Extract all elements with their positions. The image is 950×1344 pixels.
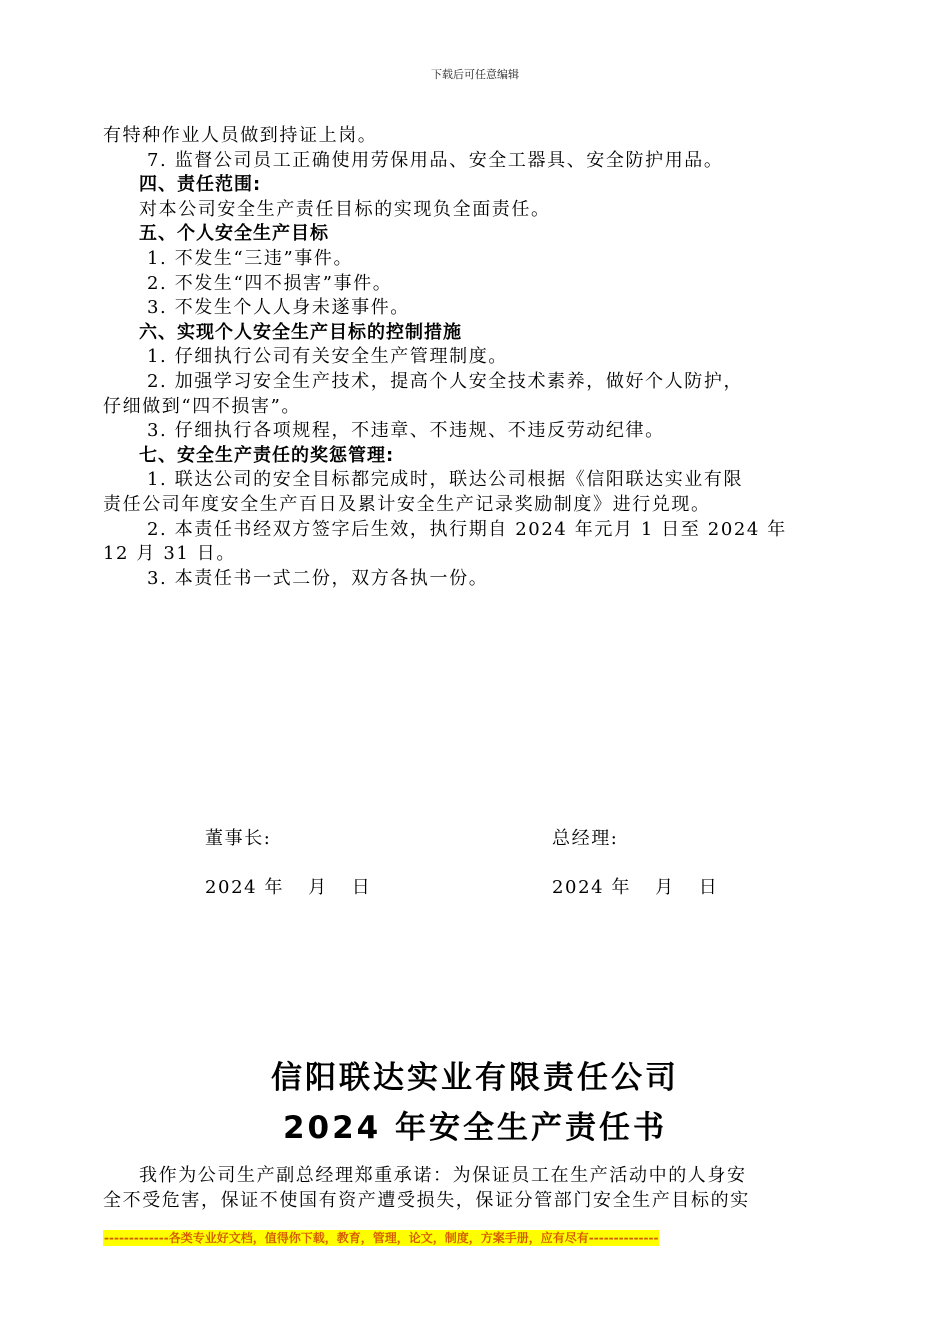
- pledge-paragraph: [103, 1164, 848, 1213]
- date-year: 2024 年: [552, 877, 632, 898]
- body-line: 1. 不发生“三违”事件。: [147, 247, 354, 269]
- body-line: 3. 仔细执行各项规程，不违章、不违规、不违反劳动纪律。: [147, 420, 665, 442]
- body-line: 对本公司安全生产责任目标的实现负全面责任。: [139, 198, 551, 220]
- body-line: 3. 不发生个人人身未遂事件。: [147, 297, 410, 319]
- date-day: 日: [351, 877, 372, 898]
- document-body: [103, 124, 848, 591]
- body-line: 1. 仔细执行公司有关安全生产管理制度。: [147, 346, 508, 368]
- general-manager-signature-label: 总经理:: [552, 828, 619, 849]
- body-line: 仔细做到“四不损害”。: [103, 395, 302, 417]
- date-year: 2024 年: [205, 877, 285, 898]
- section-heading: 七、安全生产责任的奖惩管理:: [139, 444, 395, 466]
- general-manager-signature-date: [552, 873, 718, 899]
- pledge-line: 全不受危害，保证不使国有资产遭受损失，保证分管部门安全生产目标的实: [103, 1189, 750, 1211]
- date-day: 日: [698, 877, 719, 898]
- chairman-signature-date: [205, 873, 371, 899]
- document-title-responsibility: 2024 年安全生产责任书: [282, 1110, 668, 1146]
- section-heading: 四、责任范围:: [139, 174, 262, 196]
- section-heading: 五、个人安全生产目标: [139, 223, 329, 245]
- body-line: 责任公司年度安全生产百日及累计安全生产记录奖励制度》进行兑现。: [103, 493, 711, 515]
- chairman-signature-label: 董事长:: [205, 828, 272, 849]
- body-line: 2. 本责任书经双方签字后生效，执行期自 2024 年元月 1 日至 2024 年: [147, 518, 787, 540]
- body-line: 2. 加强学习安全生产技术，提高个人安全技术素养，做好个人防护，: [147, 370, 744, 392]
- body-line: 有特种作业人员做到持证上岗。: [103, 125, 378, 146]
- body-line: 3. 本责任书一式二份，双方各执一份。: [147, 567, 489, 589]
- section-heading: 六、实现个人安全生产目标的控制措施: [139, 321, 462, 343]
- body-line: 2. 不发生“四不损害”事件。: [147, 272, 393, 294]
- date-month: 月: [308, 877, 328, 898]
- document-title-company: 信阳联达实业有限责任公司: [271, 1060, 679, 1096]
- body-line: 7. 监督公司员工正确使用劳保用品、安全工器具、安全防护用品。: [147, 149, 724, 171]
- body-line: 1. 联达公司的安全目标都完成时，联达公司根据《信阳联达实业有限: [147, 469, 744, 491]
- pledge-line: 我作为公司生产副总经理郑重承诺：为保证员工在生产活动中的人身安: [139, 1165, 747, 1186]
- body-line: 12 月 31 日。: [103, 543, 236, 565]
- date-month: 月: [655, 877, 675, 898]
- footer-promo-banner: -------------各类专业好文档，值得你下载，教育，管理，论文，制度，方案手册，应有尽有--------------: [104, 1231, 659, 1245]
- header-note: 下载后可任意编辑: [431, 68, 519, 81]
